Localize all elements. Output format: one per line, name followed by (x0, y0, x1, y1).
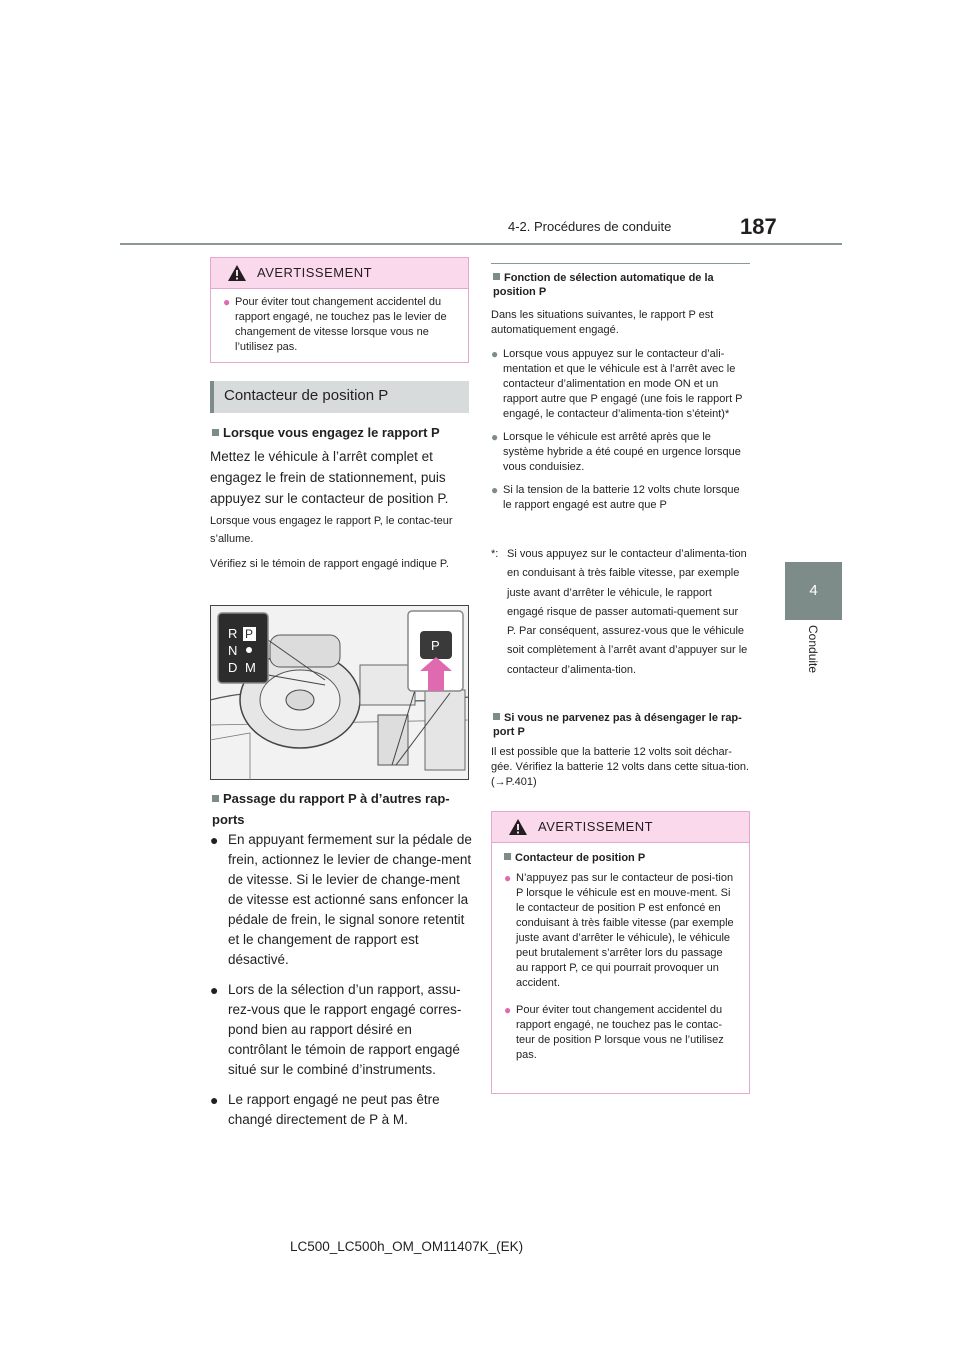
dashboard-illustration (210, 605, 469, 780)
subsection-title-2-text: Passage du rapport P à d’autres rap-ports (212, 791, 450, 827)
p-button-label: P (431, 638, 440, 653)
warning-header (492, 812, 749, 843)
page-number: 187 (740, 214, 777, 239)
auto-p-title-text: Fonction de sélection automatique de la position P (493, 272, 714, 298)
bullet-icon: ● (491, 347, 499, 361)
bullet-item: Lorsque le véhicule est arrêté après que le système hybride a été coupé en urgence lorsque vous conduisiez. (503, 431, 741, 473)
warning-header (211, 258, 468, 289)
warning-text: Pour éviter tout changement accidentel du rapport engagé, ne touchez pas le levier de changement de vitesse lorsque vous ne l’utilisez pas. (235, 296, 447, 353)
subsection-title-1-text: Lorsque vous engagez le rapport P (223, 425, 440, 440)
gear-indicator-r: R (228, 626, 238, 641)
warning-icon (508, 818, 528, 836)
warning-subtitle-text: Contacteur de position P (515, 852, 646, 864)
bullet-list-left (210, 830, 472, 1136)
warning-title: AVERTISSEMENT (257, 265, 373, 280)
footnote-mark: *: (491, 548, 499, 560)
note-1: Lorsque vous engagez le rapport P, le contac-teur s’allume. (210, 515, 453, 545)
note-2: Vérifiez si le témoin de rapport engagé indique P. (210, 558, 449, 570)
warning-bullet: N’appuyez pas sur le contacteur de posi-tion P lorsque le véhicule est en mouve-ment. Si le contacteur de position P est enfoncé en conduisant à très faible vitesse (par exemple juste avant d’arrêter le véhicule), le véhicule peut brutalement s’arrêter lors du passage au rapport P, ce qui pourrait provoquer un accident. (516, 872, 734, 989)
warning-subtitle (504, 851, 737, 865)
gear-indicator-p: P (245, 627, 254, 641)
subsection-body-1: Mettez le véhicule à l’arrêt complet et engagez le frein de stationnement, puis appuyez sur le contacteur de position P. (210, 449, 449, 506)
column-rule (491, 263, 750, 264)
warning-box-bottom (491, 811, 750, 1094)
bullet-icon: ● (504, 1003, 512, 1017)
bullet-item: Lors de la sélection d’un rapport, assu-rez-vous que le rapport engagé corres-pond bien au rapport désiré en contrôlant le témoin de rapport engagé situé sur le combiné d’instruments. (228, 982, 462, 1077)
square-bullet-icon (493, 713, 500, 720)
bullet-icon: ● (504, 871, 512, 885)
bullet-icon: ● (223, 295, 231, 309)
subsection-title-2 (212, 788, 470, 830)
fail-title-text: Si vous ne parvenez pas à désengager le rap-port P (493, 712, 742, 738)
warning-bullet: Pour éviter tout changement accidentel du rapport engagé, ne touchez pas le contac-teur de position P lorsque vous ne l’utilisez pas. (516, 1004, 724, 1061)
bullet-icon: ● (210, 982, 219, 998)
gear-indicator-d: D (228, 660, 238, 675)
section-heading (210, 381, 469, 413)
subsection-title-1 (212, 425, 470, 440)
warning-title: AVERTISSEMENT (538, 819, 654, 834)
auto-p-bullets (491, 347, 751, 513)
footnote-text: Si vous appuyez sur le contacteur d’alimenta-tion en conduisant à très faible vitesse, par exemple juste avant d’arrêter le véhicule, le rapport engagé risque de passer automati-quement sur P. Par conséquent, assurez-vous que le véhicule soit complètement à l’arrêt avant d’appuyer sur le contacteur d’alimenta-tion. (507, 548, 748, 676)
header-rule (120, 243, 842, 245)
auto-p-title (493, 271, 749, 299)
bullet-item: Le rapport engagé ne peut pas être changé directement de P à M. (228, 1092, 440, 1127)
footnote (491, 545, 749, 680)
square-bullet-icon (504, 853, 511, 860)
section-title: 4-2. Procédures de conduite (508, 219, 672, 234)
warning-icon (227, 264, 247, 282)
indicator-dot-icon (246, 647, 252, 653)
gear-indicator-m: M (245, 660, 256, 675)
fail-body: Il est possible que la batterie 12 volts soit déchar-gée. Vérifiez la batterie 12 volts dans cette situa-tion. (→P.401) (491, 746, 750, 788)
fail-title (493, 711, 749, 739)
square-bullet-icon (493, 273, 500, 280)
bullet-item: En appuyant fermement sur la pédale de frein, actionnez le levier de change-ment de vitesse. Si le levier de change-ment de vitesse est actionné sans enfoncer la pédale de frein, le signal sonore retentit et le changement de rapport est désactivé. (228, 832, 472, 967)
bullet-item: Si la tension de la batterie 12 volts chute lorsque le rapport engagé est autre que P (503, 484, 740, 511)
gear-indicator-n: N (228, 643, 238, 658)
bullet-icon: ● (491, 483, 499, 497)
document-code: LC500_LC500h_OM_OM11407K_(EK) (290, 1239, 524, 1254)
chapter-tab: 4 (785, 562, 842, 620)
section-heading-text: Contacteur de position P (224, 387, 389, 404)
bullet-icon: ● (210, 832, 219, 848)
bullet-icon: ● (210, 1092, 219, 1108)
chapter-label: Conduite (806, 625, 820, 674)
bullet-item: Lorsque vous appuyez sur le contacteur d’ali-mentation et que le véhicule est à l’arrêt avec le contacteur d’alimentation en mode ON et un rapport autre que P engagé (une fois le rapport P engagé, le contacteur d’alimenta-tion s’éteint)* (503, 348, 743, 420)
square-bullet-icon (212, 429, 219, 436)
bullet-icon: ● (491, 430, 499, 444)
auto-p-intro: Dans les situations suivantes, le rapport P est automatiquement engagé. (491, 309, 714, 336)
square-bullet-icon (212, 795, 219, 802)
warning-box-top (210, 257, 469, 363)
